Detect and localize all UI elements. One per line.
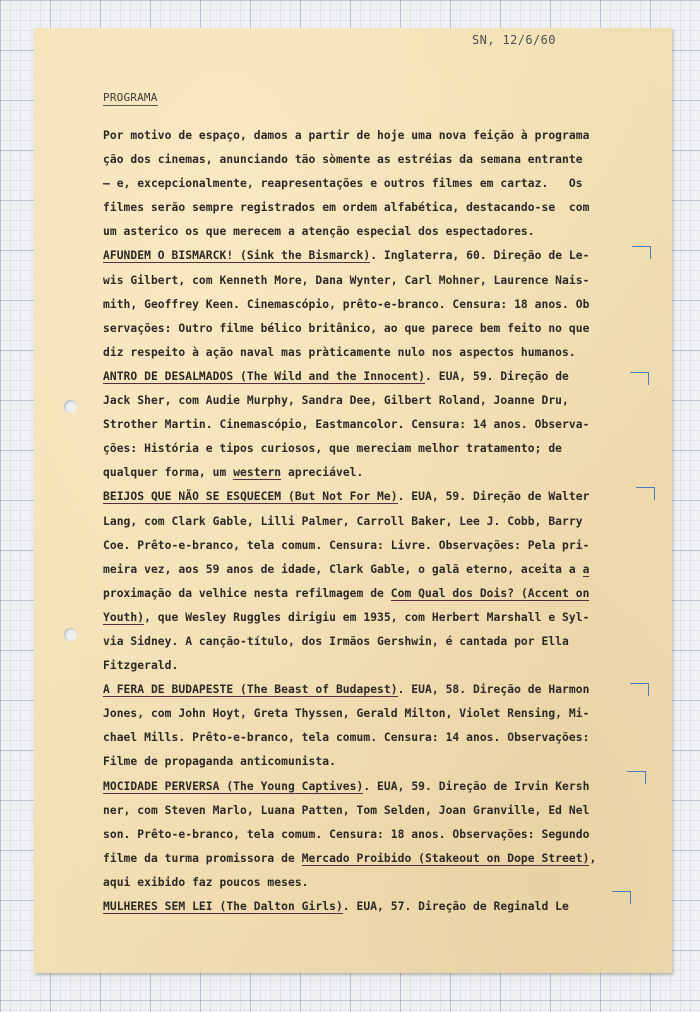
underlined-title: MOCIDADE PERVERSA (The Young Captives) <box>103 779 364 793</box>
text-line <box>103 317 643 341</box>
text-span: mith, Geoffrey Keen. Cinemascópio, prêto-e-branco. Censura: 18 anos. Ob <box>103 297 590 311</box>
page-title: PROGRAMA <box>103 91 158 104</box>
text-line <box>103 485 643 509</box>
text-span: filme da turma promissora de <box>103 851 302 865</box>
text-line <box>103 606 643 630</box>
text-span: . EUA, 59. Direção de Walter <box>397 490 590 504</box>
text-span: son. Prêto-e-branco, tela comum. Censura: 18 anos. Observações: Segundo <box>103 827 590 841</box>
text-span: servações: Outro filme bélico britânico, ao que parece bem feito no que <box>103 321 590 335</box>
check-mark-icon <box>630 683 649 696</box>
underlined-title: western <box>233 466 282 480</box>
text-span: aqui exibido faz poucos meses. <box>103 875 309 889</box>
underlined-title: ANTRO DE DESALMADOS (The Wild and the Innocent) <box>103 369 426 383</box>
underlined-title: Mercado Proibido (Stakeout on Dope Street) <box>301 851 590 865</box>
body-text <box>103 124 643 919</box>
punch-hole <box>64 628 77 641</box>
text-span: Lang, com Clark Gable, Lilli Palmer, Carroll Baker, Lee J. Cobb, Barry <box>103 514 583 528</box>
underlined-title: Com Qual dos Dois? (Accent on <box>390 586 590 600</box>
text-line <box>103 172 643 196</box>
underlined-title: a <box>582 562 590 576</box>
text-line <box>103 775 643 799</box>
text-line <box>103 799 643 823</box>
text-span: wis Gilbert, com Kenneth More, Dana Wynter, Carl Mohner, Laurence Nais- <box>103 273 590 287</box>
text-line <box>103 871 643 895</box>
punch-hole <box>64 400 77 413</box>
text-span: filmes serão sempre registrados em ordem alfabética, destacando-se com <box>103 201 590 215</box>
text-span: Strother Martin. Cinemascópio, Eastmancolor. Censura: 14 anos. Observa- <box>103 418 590 432</box>
text-line <box>103 124 643 148</box>
text-span: apreciável. <box>281 466 364 480</box>
check-mark-icon <box>612 891 631 904</box>
text-line <box>103 630 643 654</box>
text-line <box>103 823 643 847</box>
text-line <box>103 654 643 678</box>
text-span: Jones, com John Hoyt, Greta Thyssen, Gerald Milton, Violet Rensing, Mi- <box>103 707 590 721</box>
text-line <box>103 148 643 172</box>
check-mark-icon <box>627 771 646 784</box>
text-span: , <box>589 851 597 865</box>
text-span: Por motivo de espaço, damos a partir de hoje uma nova feição à programa <box>103 129 590 142</box>
text-span: . Inglaterra, 60. Direção de Le- <box>370 249 590 263</box>
text-span: um asterico os que merecem a atenção especial dos espectadores. <box>103 225 535 239</box>
text-line <box>103 389 643 413</box>
text-line <box>103 437 643 461</box>
text-line <box>103 244 643 268</box>
text-span: ção dos cinemas, anunciando tão sòmente as estréias da semana entrante <box>103 153 583 167</box>
text-span: proximação da velhice nesta refilmagem de <box>103 586 391 600</box>
underlined-title: Youth) <box>103 610 145 624</box>
text-span: — e, excepcionalmente, reapresentações e outros filmes em cartaz. Os <box>103 177 583 191</box>
text-line <box>103 269 643 293</box>
header-note: SN, 12/6/60 <box>472 33 556 47</box>
underlined-title: AFUNDEM O BISMARCK! (Sink the Bismarck) <box>103 249 371 263</box>
text-span: ner, com Steven Marlo, Luana Patten, Tom Selden, Joan Granville, Ed Nel <box>103 803 590 817</box>
text-line <box>103 726 643 750</box>
text-span: Filme de propaganda anticomunista. <box>103 755 336 769</box>
text-line <box>103 847 643 871</box>
text-span: meira vez, aos 59 anos de idade, Clark Gable, o galã eterno, aceita a <box>103 562 583 576</box>
text-line <box>103 365 643 389</box>
text-span: chael Mills. Prêto-e-branco, tela comum. Censura: 14 anos. Observações: <box>103 731 590 745</box>
text-span: . EUA, 58. Direção de Harmon <box>397 683 590 697</box>
text-line <box>103 220 643 244</box>
text-line <box>103 582 643 606</box>
text-line <box>103 341 643 365</box>
underlined-title: BEIJOS QUE NÃO SE ESQUECEM (But Not For Me) <box>103 490 398 504</box>
text-span: Fitzgerald. <box>103 659 179 673</box>
text-span: Jack Sher, com Audie Murphy, Sandra Dee, Gilbert Roland, Joanne Dru, <box>103 394 569 408</box>
text-line <box>103 293 643 317</box>
text-span: Coe. Prêto-e-branco, tela comum. Censura: Livre. Observações: Pela pri- <box>103 538 590 552</box>
text-line <box>103 534 643 558</box>
check-mark-icon <box>636 487 655 500</box>
check-mark-icon <box>630 372 649 385</box>
text-line <box>103 461 643 485</box>
text-line <box>103 510 643 534</box>
text-line <box>103 678 643 702</box>
text-line <box>103 196 643 220</box>
text-span: diz respeito à ação naval mas pràticamente nulo nos aspectos humanos. <box>103 345 576 359</box>
underlined-title: MULHERES SEM LEI (The Dalton Girls) <box>103 900 343 913</box>
text-line <box>103 558 643 582</box>
text-span: . EUA, 59. Direção de Irvin Kersh <box>363 779 590 793</box>
check-mark-icon <box>632 246 651 259</box>
underlined-title: A FERA DE BUDAPESTE (The Beast of Budapest) <box>103 683 398 697</box>
text-line <box>103 702 643 726</box>
text-line <box>103 895 643 919</box>
text-span: . EUA, 57. Direção de Reginald Le <box>342 900 569 913</box>
text-line <box>103 750 643 774</box>
text-span: , que Wesley Ruggles dirigiu em 1935, com Herbert Marshall e Syl- <box>144 610 590 624</box>
text-span: qualquer forma, um <box>103 466 234 480</box>
text-span: ções: História e tipos curiosos, que mereciam melhor tratamento; de <box>103 442 563 456</box>
text-line <box>103 413 643 437</box>
text-span: via Sidney. A canção-título, dos Irmãos Gershwin, é cantada por Ella <box>103 634 569 648</box>
text-span: . EUA, 59. Direção de <box>425 369 569 383</box>
